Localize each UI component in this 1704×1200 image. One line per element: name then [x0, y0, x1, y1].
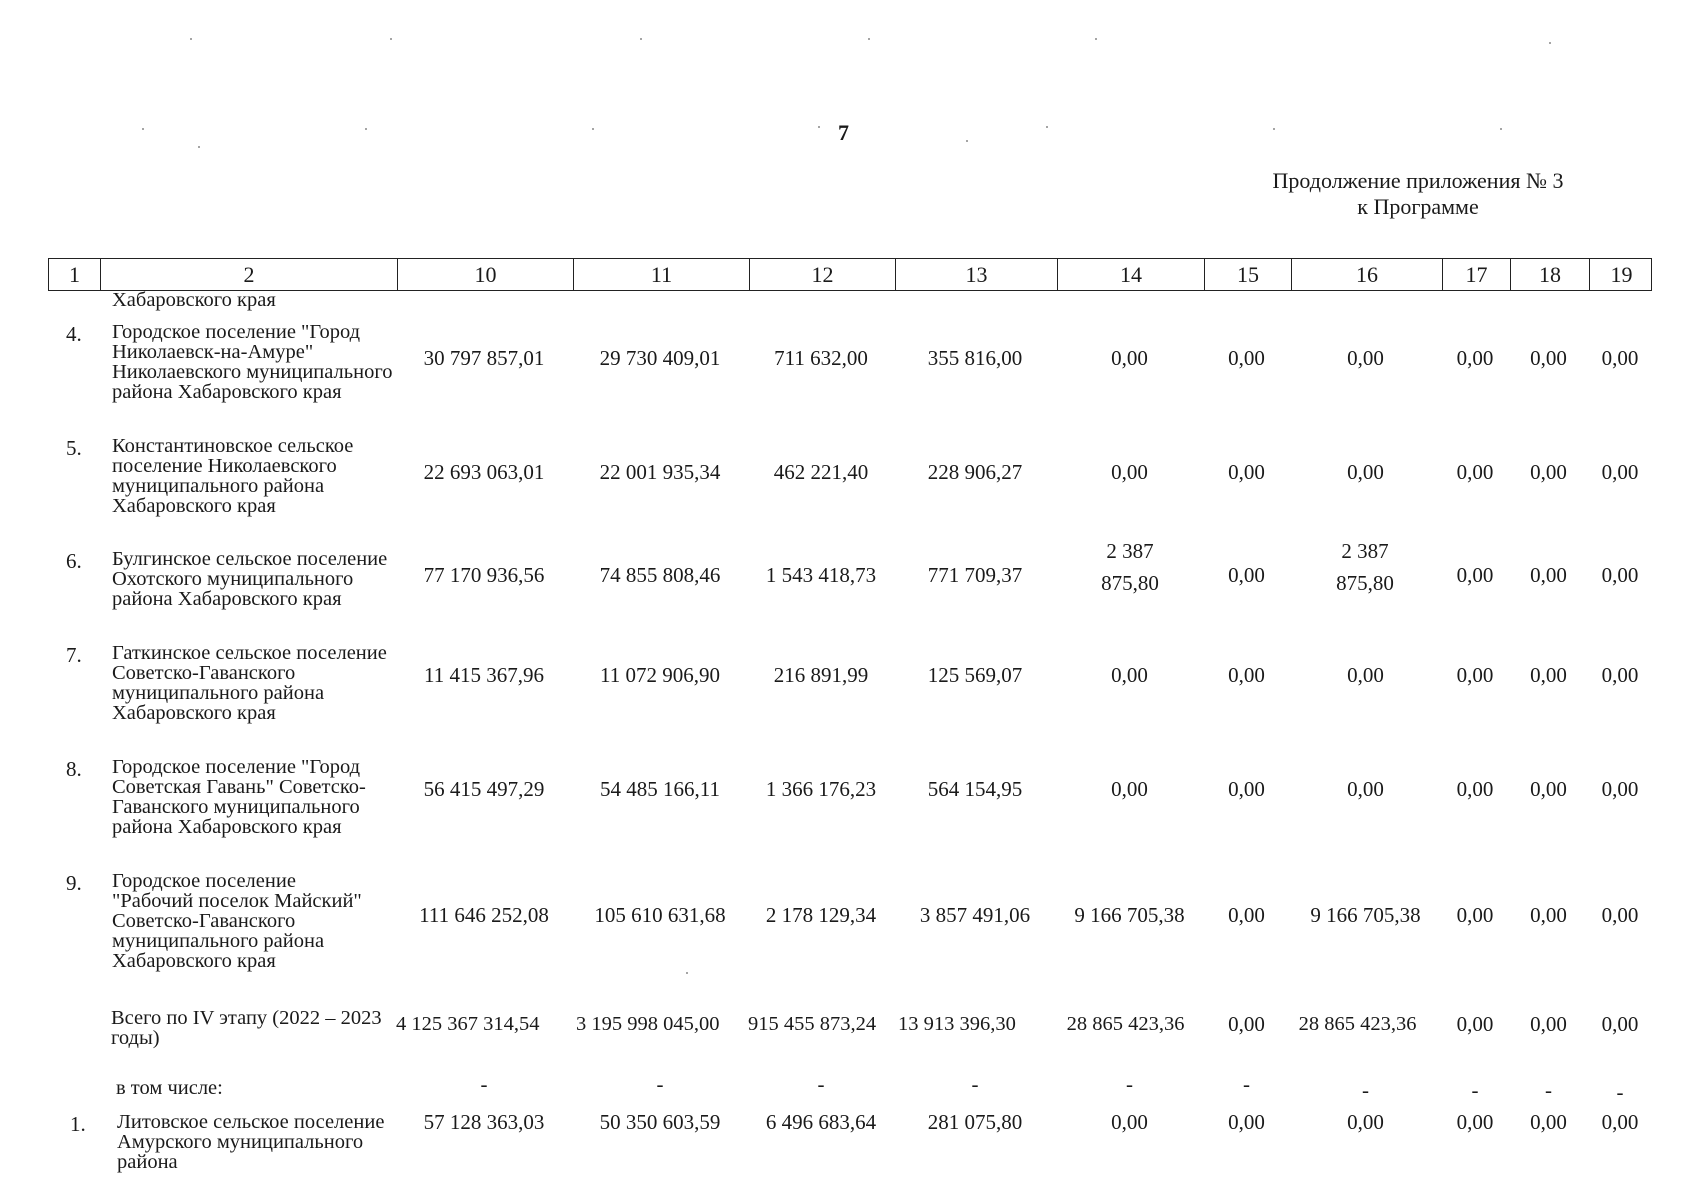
page-number: 7	[838, 120, 849, 145]
row-name: Гаткинское сельское поселение Советско-Гаванского муниципального района Хабаровского края	[112, 642, 387, 724]
cell-col15: 0,00	[1228, 903, 1265, 927]
cell-col14: 0,00	[1111, 346, 1148, 370]
table-header-row	[48, 258, 1652, 291]
column-header: 17	[1442, 259, 1510, 290]
continuation-text: Хабаровского края	[112, 289, 276, 311]
cell-col13: 3 857 491,06	[919, 903, 1031, 927]
row-name: Литовское сельское поселение Амурского муниципального района	[117, 1111, 385, 1173]
cell-col12: 216 891,99	[773, 663, 869, 687]
cell-col17: -	[1471, 1078, 1479, 1102]
cell-col18: 0,00	[1530, 1110, 1567, 1134]
row-number: 8.	[66, 757, 82, 781]
appendix-caption	[1248, 168, 1588, 220]
including-label: в том числе:	[116, 1077, 223, 1099]
cell-col11: 50 350 603,59	[599, 1110, 721, 1134]
cell-col10: -	[480, 1072, 488, 1096]
column-header: 12	[749, 259, 895, 290]
row-number: 6.	[66, 549, 82, 573]
row-number: 1.	[70, 1112, 86, 1136]
cell-col10: 56 415 497,29	[423, 777, 545, 801]
cell-col12: 711 632,00	[774, 346, 868, 370]
column-header: 14	[1057, 259, 1204, 290]
cell-col19: 0,00	[1601, 346, 1639, 370]
cell-col14: 9 166 705,38	[1074, 903, 1185, 927]
cell-col15: 0,00	[1228, 663, 1265, 687]
cell-col15: -	[1243, 1072, 1250, 1096]
cell-col17: 0,00	[1456, 346, 1494, 370]
cell-col10: 4 125 367 314,54	[396, 1013, 540, 1035]
cell-col15: 0,00	[1228, 777, 1265, 801]
total-label: Всего по IV этапу (2022 – 2023 годы)	[111, 1007, 382, 1049]
cell-col11: 105 610 631,68	[594, 903, 726, 927]
cell-col19: 0,00	[1601, 563, 1639, 587]
column-header: 11	[573, 259, 749, 290]
cell-col11: -	[656, 1072, 664, 1096]
row-number: 9.	[66, 871, 82, 895]
row-name: Городское поселение "Город Советская Гавань" Советско-Гаванского муниципального района Хабаровского края	[112, 756, 366, 838]
cell-col18: 0,00	[1530, 460, 1567, 484]
cell-col12: 1 543 418,73	[765, 563, 877, 587]
cell-col11: 3 195 998 045,00	[576, 1013, 720, 1035]
cell-col19: 0,00	[1601, 777, 1639, 801]
cell-col10: 77 170 936,56	[423, 563, 545, 587]
cell-col10: 30 797 857,01	[423, 346, 545, 370]
cell-col13: -	[971, 1072, 979, 1096]
cell-col18: 0,00	[1530, 663, 1567, 687]
cell-col11: 54 485 166,11	[600, 777, 720, 801]
cell-col14: 0,00	[1111, 663, 1148, 687]
cell-col13: 125 569,07	[927, 663, 1023, 687]
cell-col18: 0,00	[1530, 1012, 1567, 1036]
cell-col16: 0,00	[1347, 460, 1384, 484]
cell-col19: 0,00	[1601, 1012, 1639, 1036]
cell-col13: 281 075,80	[927, 1110, 1023, 1134]
cell-col16: 9 166 705,38	[1310, 903, 1421, 927]
row-name: Константиновское сельское поселение Николаевского муниципального района Хабаровского края	[112, 435, 354, 517]
cell-col15: 0,00	[1228, 460, 1265, 484]
column-header: 16	[1291, 259, 1442, 290]
cell-col16: 28 865 423,36	[1298, 1013, 1417, 1035]
cell-col19: -	[1616, 1080, 1624, 1104]
cell-col16: 2 387 875,80	[1336, 539, 1394, 595]
cell-col14: 0,00	[1111, 460, 1148, 484]
cell-col15: 0,00	[1228, 1110, 1265, 1134]
cell-col13: 771 709,37	[927, 563, 1023, 587]
cell-col12: 915 455 873,24	[748, 1013, 877, 1035]
cell-col10: 57 128 363,03	[423, 1110, 545, 1134]
cell-col17: 0,00	[1456, 777, 1494, 801]
cell-col16: 0,00	[1347, 1110, 1384, 1134]
cell-col12: -	[817, 1072, 825, 1096]
cell-col15: 0,00	[1228, 563, 1265, 587]
cell-col12: 1 366 176,23	[765, 777, 877, 801]
cell-col17: 0,00	[1456, 563, 1494, 587]
cell-col17: 0,00	[1456, 903, 1494, 927]
column-header: 15	[1204, 259, 1291, 290]
cell-col18: 0,00	[1530, 903, 1567, 927]
cell-col19: 0,00	[1601, 903, 1639, 927]
cell-col13: 13 913 396,30	[898, 1013, 1016, 1035]
column-header: 1	[69, 262, 80, 287]
cell-col17: 0,00	[1456, 460, 1494, 484]
cell-col12: 462 221,40	[773, 460, 869, 484]
cell-col19: 0,00	[1601, 460, 1639, 484]
cell-col11: 11 072 906,90	[600, 663, 720, 687]
row-number: 5.	[66, 436, 82, 460]
cell-col18: 0,00	[1530, 346, 1567, 370]
cell-col11: 29 730 409,01	[599, 346, 721, 370]
cell-col10: 22 693 063,01	[423, 460, 545, 484]
cell-col16: 0,00	[1347, 777, 1384, 801]
cell-col11: 74 855 808,46	[599, 563, 721, 587]
cell-col10: 11 415 367,96	[424, 663, 544, 687]
cell-col13: 564 154,95	[927, 777, 1023, 801]
cell-col19: 0,00	[1601, 1110, 1639, 1134]
cell-col18: 0,00	[1530, 777, 1567, 801]
cell-col14: -	[1126, 1072, 1133, 1096]
cell-col12: 2 178 129,34	[765, 903, 877, 927]
cell-col17: 0,00	[1456, 1110, 1494, 1134]
row-name: Городское поселение "Город Николаевск-на-Амуре" Николаевского муниципального района Хабаровского края	[112, 321, 393, 403]
cell-col11: 22 001 935,34	[599, 460, 721, 484]
cell-col15: 0,00	[1228, 346, 1265, 370]
row-name: Булгинское сельское поселение Охотского муниципального района Хабаровского края	[112, 548, 388, 610]
row-number: 7.	[66, 643, 82, 667]
cell-col17: 0,00	[1456, 1012, 1494, 1036]
cell-col18: 0,00	[1530, 563, 1567, 587]
cell-col10: 111 646 252,08	[419, 903, 549, 927]
cell-col16: 0,00	[1347, 346, 1384, 370]
cell-col16: 0,00	[1347, 663, 1384, 687]
cell-col17: 0,00	[1456, 663, 1494, 687]
column-header: 18	[1510, 259, 1589, 290]
cell-col14: 0,00	[1111, 1110, 1148, 1134]
column-header: 19	[1589, 259, 1653, 290]
cell-col19: 0,00	[1601, 663, 1639, 687]
cell-col13: 228 906,27	[927, 460, 1023, 484]
cell-col14: 28 865 423,36	[1066, 1013, 1185, 1035]
row-name: Городское поселение "Рабочий поселок Майский" Советско-Гаванского муниципального района Хабаровского края	[112, 870, 362, 972]
column-header: 10	[397, 259, 573, 290]
cell-col14: 2 387 875,80	[1101, 539, 1159, 595]
cell-col15: 0,00	[1228, 1012, 1265, 1036]
row-number: 4.	[66, 322, 82, 346]
cell-col12: 6 496 683,64	[765, 1110, 877, 1134]
cell-col14: 0,00	[1111, 777, 1148, 801]
cell-col13: 355 816,00	[927, 346, 1023, 370]
appendix-line-1: Продолжение приложения № 3	[1272, 168, 1564, 193]
appendix-line-2: к Программе	[1357, 194, 1479, 219]
cell-col18: -	[1545, 1078, 1552, 1102]
column-header: 13	[895, 259, 1057, 290]
cell-col16: -	[1362, 1078, 1369, 1102]
column-header: 2	[100, 259, 397, 290]
